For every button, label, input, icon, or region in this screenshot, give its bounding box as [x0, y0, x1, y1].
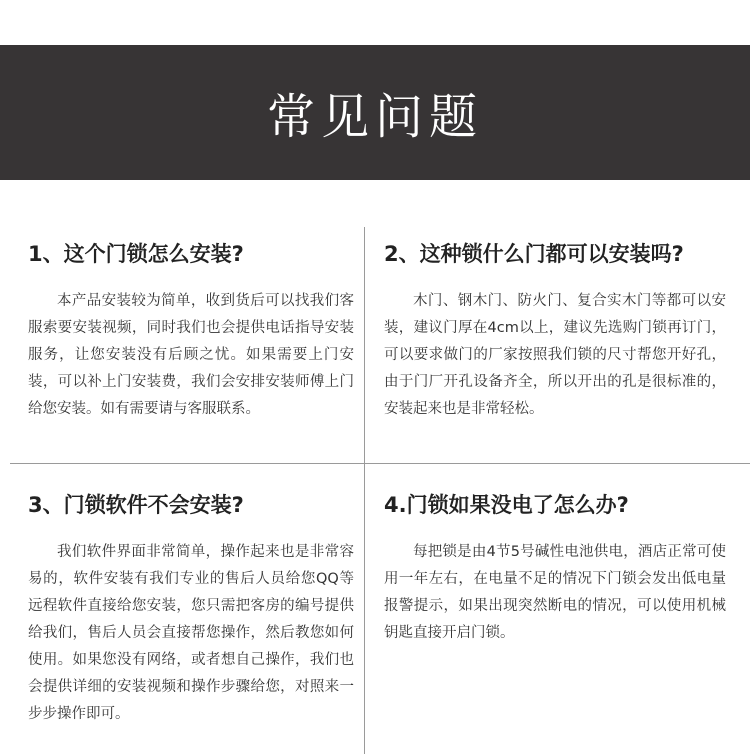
horizontal-divider [10, 463, 750, 464]
faq-item-install [28, 240, 354, 423]
page-title: 常见问题 [266, 89, 483, 145]
faq-answer: 我们软件界面非常简单，操作起来也是非常容易的，软件安装有我们专业的售后人员给您QQ等远程软件直接给您安装，您只需把客房的编号提供给我们，售后人员会直接帮您操作，然后教您如何使用。如果您没有网络，或者想自己操作，我们也会提供详细的安装视频和操作步骤给您，对照来一步步操作即可。 [28, 544, 354, 722]
faq-item-door-types [384, 240, 726, 423]
faq-question: 2、这种锁什么门都可以安装吗? [384, 242, 684, 266]
header-banner [0, 45, 750, 180]
vertical-divider [364, 227, 365, 754]
faq-question: 4.门锁如果没电了怎么办? [384, 493, 629, 517]
faq-item-battery [384, 491, 726, 647]
faq-answer: 本产品安装较为简单，收到货后可以找我们客服索要安装视频，同时我们也会提供电话指导安装服务，让您安装没有后顾之忧。如果需要上门安装，可以补上门安装费，我们会安排安装师傅上门给您安装。如有需要请与客服联系。 [28, 293, 354, 417]
faq-answer: 木门、钢木门、防火门、复合实木门等都可以安装，建议门厚在4cm以上，建议先选购门锁再订门，可以要求做门的厂家按照我们锁的尺寸帮您开好孔，由于门厂开孔设备齐全，所以开出的孔是很标准的，安装起来也是非常轻松。 [384, 293, 726, 417]
faq-answer: 每把锁是由4节5号碱性电池供电，酒店正常可使用一年左右，在电量不足的情况下门锁会发出低电量报警提示，如果出现突然断电的情况，可以使用机械钥匙直接开启门锁。 [384, 544, 726, 641]
faq-question: 3、门锁软件不会安装? [28, 493, 244, 517]
faq-question: 1、这个门锁怎么安装? [28, 242, 244, 266]
faq-item-software [28, 491, 354, 728]
